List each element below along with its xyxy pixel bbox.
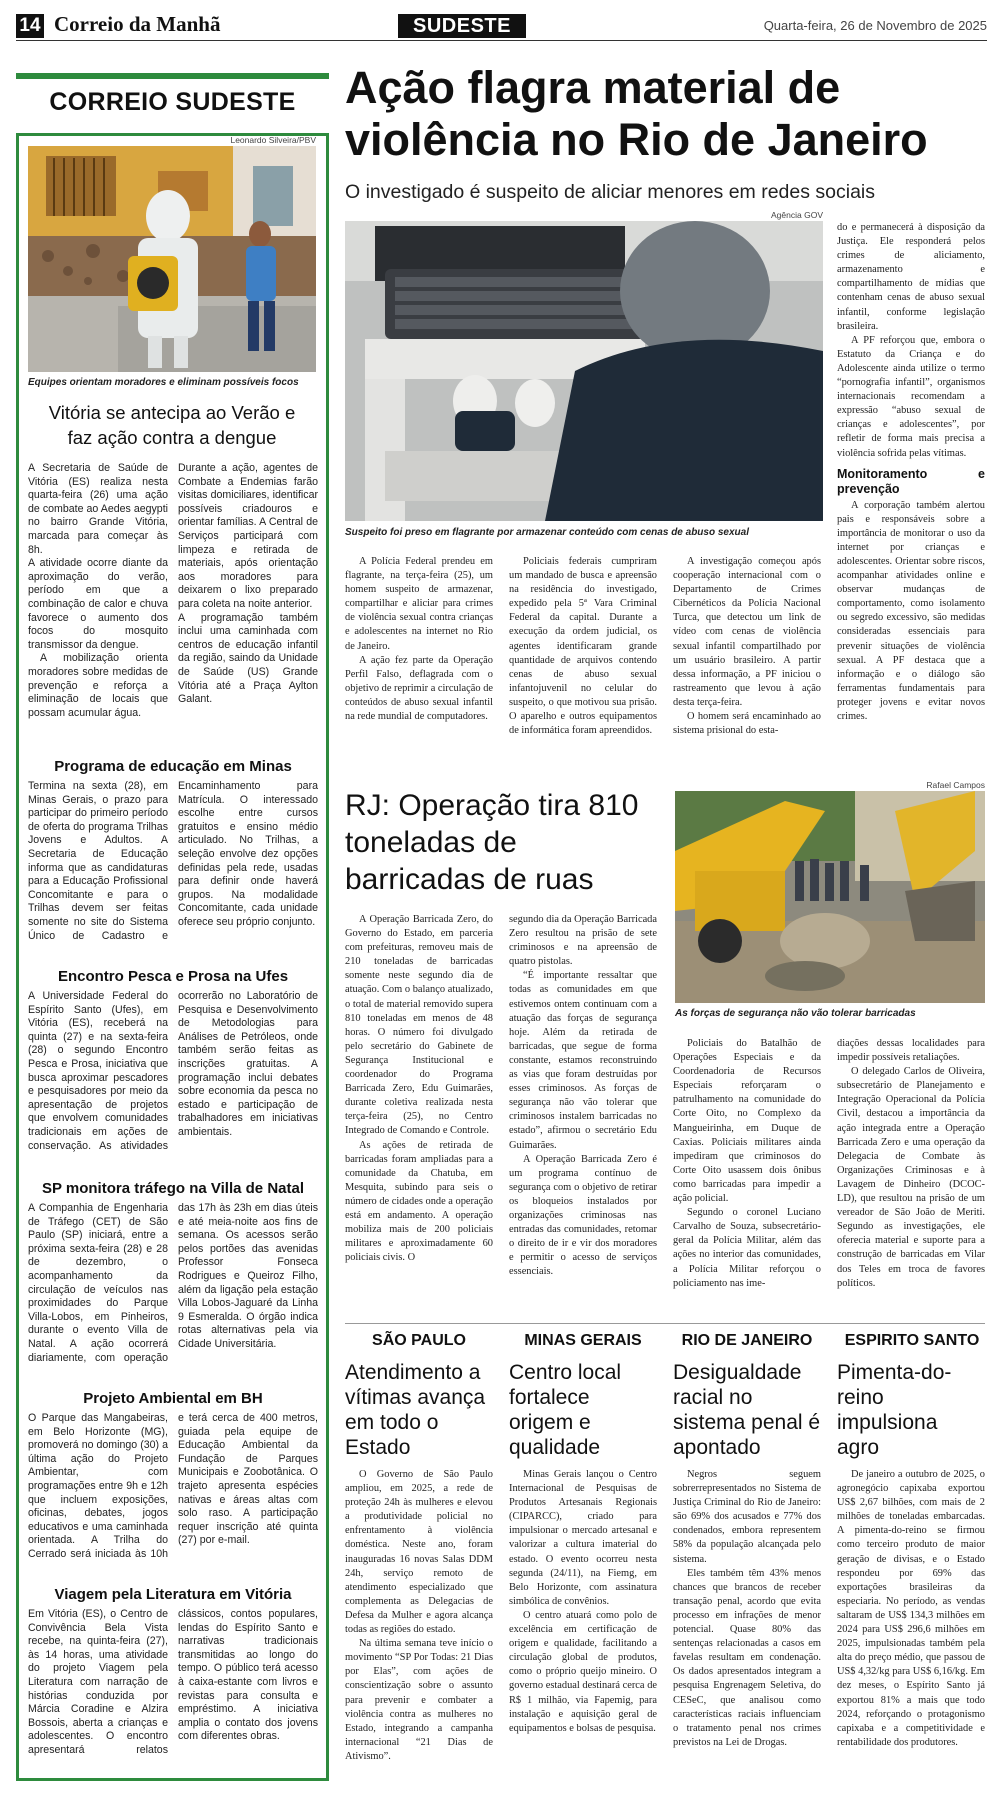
- rj-body-column: [345, 913, 493, 1313]
- lead-paragraph: A atividade ocorre diante da aproximação do verão, período em que a combinação de calor e chuva favorece o aumento dos focos do mosquito transmissor da dengue.: [28, 557, 168, 651]
- main-photo-caption: Suspeito foi preso em flagrante por armazenar conteúdo com cenas de abuso sexual: [345, 527, 749, 538]
- rj-photo-credit: Rafael Campos: [926, 780, 985, 790]
- left-photo-credit: Leonardo Silveira/PBV: [230, 135, 316, 145]
- brief-title: Projeto Ambiental em BH: [83, 1390, 263, 1407]
- main-subheadline: O investigado é suspeito de aliciar menores em redes sociais: [345, 181, 876, 203]
- publication-name: Correio da Manhã: [54, 12, 221, 36]
- brief-body: O Parque das Mangabeiras, em Belo Horizonte (MG), promoverá no domingo (30) a última ação do Projeto Ambientar, com programações entre 9h e 12h que incluem exposições, oficinas, debates, jogos educativos e uma caminhada orientada. A Trilha do Cerrado será iniciada às 10h e terá cerca de 400 metros, guiada pela equipe de Educação Ambiental da Fundação de Parques Municipais e Zoobotânica. O trajeto apresenta espécies nativas e áreas altas com solo raso. A participação requer inscrição até quinta (27) por e-mail.: [28, 1412, 318, 1560]
- brief-title: Encontro Pesca e Prosa na Ufes: [57, 968, 289, 985]
- brief-region-title: Pimenta-do-reino impulsiona agro: [837, 1361, 952, 1459]
- brief-region-title: Atendimento a vítimas avança em todo o Estado: [345, 1361, 486, 1459]
- brief-body: A Universidade Federal do Espírito Santo (Ufes), em Vitória (ES), receberá na quinta (27) e na sexta-feira (28) o segundo Encontro Pesca e Prosa, iniciativa que busca aproximar pescadores e pesquisadores por meio da apresentação de projetos que envolvem comunidades tradicionais em ações de conservação. As atividades ocorrerão no Laboratório de Pesquisa e Desenvolvimento de Metodologias para Análises de Petróleos, onde também serão feitas as inscrições gratuitas. A programação inclui debates sobre economia da pesca no estado e participação de trabalhadores em iniciativas ambientais.: [28, 990, 318, 1152]
- edition-date: Quarta-feira, 26 de Novembro de 2025: [763, 18, 987, 33]
- rj-body-column: [673, 1037, 821, 1313]
- brief-region-title: Desigualdade racial no sistema penal é apontado: [673, 1361, 821, 1459]
- header-rule: [16, 40, 987, 41]
- lead-paragraph: A Secretaria de Saúde de Vitória (ES) realiza nesta quarta-feira (26) uma ação de combate ao Aedes aegypti no bairro Grande Vitória, marcada para começar às 8h.: [28, 462, 168, 556]
- brief-region-tag: MINAS GERAIS: [524, 1332, 642, 1349]
- main-paragraph: A Polícia Federal prendeu em flagrante, na terça-feira (25), um homem suspeito de armazenar, compartilhar e aliciar para crimes de violência sexual contra crianças e adolescentes na internet no Rio de Janeiro.: [345, 556, 493, 652]
- rj-paragraph: segundo dia da Operação Barricada Zero resultou na prisão de sete criminosos e na apreensão de quatro pistolas.: [509, 914, 657, 968]
- brief-region-body: [673, 1468, 821, 1788]
- rj-paragraph: As ações de retirada de barricadas foram ampliadas para a comunidade da Chatuba, em Mesquita, subindo para seis o número de cidades onde a operação está em andamento. A operação mobiliza mais de 200 policiais militares e aproximadamente 60 policiais civis. O: [345, 1139, 493, 1264]
- main-paragraph: A PF reforçou que, embora o Estatuto da Criança e do Adolescente ainda utilize o termo “pornografia infantil”, organismos internacionais recomendam a expressão “abuso sexual de crianças e adolescentes”, por refletir de forma mais precisa a violência sofrida pelas vítimas.: [837, 334, 985, 459]
- main-paragraph: Policiais federais cumpriram um mandado de busca e apreensão na residência do investigado, expedido pela 5ª Vara Criminal Federal da capital. Durante a execução da ordem judicial, os agentes identificaram grande quantidade de arquivos contendo cenas de abuso sexual infantojuvenil no celular do suspeito, o que motivou sua prisão. O aparelho e outros equipamentos de informática foram apreendidos.: [509, 556, 657, 737]
- rj-paragraph: O delegado Carlos de Oliveira, subsecretário de Planejamento e Integração Operacional da Polícia Civil, destacou a importância da ação integrada entre a Operação Barricada Zero e uma operação da Delegacia de Combate às Organizações Criminosas e à Lavagem de Dinheiro (DCOC-LD), que resultou na prisão de um vereador de São João de Meriti. Segundo as investigações, ele oferecia material e suporte para a construção de barricadas em Vilar dos Teles em troca de favores políticos.: [837, 1066, 985, 1289]
- brief-region-body: [509, 1468, 657, 1788]
- main-paragraph: do e permanecerá à disposição da Justiça. Ele responderá pelos crimes de aliciamento, armazenamento e compartilhamento de mídias que contenham cenas de abuso sexual infantil, conforme legislação brasileira.: [837, 222, 985, 332]
- lead-paragraph: A programação também inclui uma caminhada com centros de educação infantil da região, saindo da Unidade de Saúde (US) Grande Vitória até a Praça Aylton Galant.: [178, 611, 318, 706]
- brief-paragraph: Minas Gerais lançou o Centro Internacional de Pesquisas de Produtos Artesanais Regionais (CIPARCC), criado para impulsionar o mercado artesanal e valorizar a cultura imaterial do estado. O evento ocorreu nesta segunda (24/11), na Fiemg, em Belo Horizonte, com assinatura simbólica de convênios.: [509, 1469, 657, 1607]
- rj-paragraph: diações dessas localidades para impedir possíveis retaliações.: [837, 1038, 985, 1064]
- main-paragraph: A ação fez parte da Operação Perfil Falso, deflagrada com o objetivo de reprimir a circulação de conteúdos de abuso sexual infantil na rede mundial de computadores.: [345, 654, 493, 723]
- rj-body-column: [837, 1037, 985, 1313]
- main-subhead: Monitoramento e prevenção: [837, 466, 985, 496]
- main-photo-credit: Agência GOV: [771, 210, 823, 220]
- brief-title: Viagem pela Literatura em Vitória: [54, 1586, 292, 1603]
- brief-paragraph: O centro atuará como polo de excelência em certificação de origem e qualidade, facilitando a circulação global de produtos, como o próprio queijo mineiro. O governo estadual destinará cerca de R$ 1 milhão, via Fapemig, para instalação e aquisição geral de equipamentos e bolsas de pesquisa.: [509, 1609, 657, 1734]
- section-label: SUDESTE: [398, 14, 526, 38]
- main-body-column: [509, 555, 657, 785]
- brief-region-tag: RIO DE JANEIRO: [681, 1332, 813, 1349]
- brief-body: A Companhia de Engenharia de Tráfego (CET) de São Paulo (SP) iniciará, entre a próxima sexta-feira (28) e 28 de dezembro, o acompanhamento da circulação de veículos nas proximidades do Parque Villa-Lobos, em Pinheiros, durante o evento Villa de Natal. A ação ocorrerá diariamente, com operação das 17h às 23h em dias úteis e até meia-noite aos fins de semana. Os acessos serão pelos portões das avenidas Professor Fonseca Rodrigues e Queiroz Filho, além da ligação pela estação Villa Lobos-Jaguaré da Linha 9 Esmeralda. O órgão indica rotas alternativas pela via Cidade Universitária.: [28, 1202, 318, 1364]
- dengue-photo: [28, 146, 316, 372]
- main-body-column: [345, 555, 493, 785]
- left-masthead: CORREIO SUDESTE: [49, 88, 296, 116]
- main-headline: Ação flagra material de violência no Rio de Janeiro: [345, 62, 928, 165]
- bottom-divider: [345, 1323, 985, 1324]
- brief-title: Programa de educação em Minas: [54, 758, 292, 775]
- rj-body-column: [509, 913, 657, 1313]
- brief-region-title: Centro local fortalece origem e qualidade: [509, 1361, 622, 1459]
- brief-region-tag: ESPIRITO SANTO: [844, 1332, 980, 1349]
- brief-region-tag: SÃO PAULO: [372, 1332, 466, 1349]
- main-paragraph: O homem será encaminhado ao sistema prisional do esta-: [673, 711, 821, 737]
- brief-body: Em Vitória (ES), o Centro de Convivência Bela Vista recebe, na quinta-feira (27), às 14 horas, uma atividade do projeto Viagem pela Literatura com narração de histórias conduzida por Márcia Coradine e Alzira Bossois, aberta a crianças e adolescentes. O encontro apresentará relatos clássicos, contos populares, lendas do Espírito Santo e narrativas tradicionais transmitidas ao longo do tempo. O público terá acesso à caixa-estante com livros e revistas para consulta e empréstimo. A iniciativa amplia o contato dos jovens com diferentes obras.: [28, 1608, 318, 1756]
- left-photo-caption: Equipes orientam moradores e eliminam possíveis focos: [28, 377, 299, 388]
- rj-paragraph: A Operação Barricada Zero, do Governo do Estado, em parceria com prefeituras, removeu mais de 210 toneladas de barricadas somente neste segundo dia de atuação. Com o balanço atualizado, o total de material removido supera 810 toneladas em menos de 48 horas. O número foi divulgado pelo secretário do Gabinete de Segurança Institucional e coordenador do Programa Barricada Zero, Edu Guimarães, durante coletiva realizada nesta terça-feira (25), no Centro Integrado de Comando e Controle.: [345, 914, 493, 1137]
- brief-body: Termina na sexta (28), em Minas Gerais, o prazo para participar do primeiro período de oferta do programa Trilhas Jovens e Adultos. A Secretaria de Educação informa que as candidaturas para a Educação Profissional Concomitante e para o Trilhas devem ser feitas somente no site do Sistema Único de Cadastro e Encaminhamento para Matrícula. O interessado escolhe entre cursos gratuitos e ensino médio articulado. No Trilhas, a seleção envolve dez opções definidas pela rede, usadas para definir onde haverá grupos. Na modalidade Concomitante, cada unidade oferece seu próprio conjunto.: [28, 780, 318, 942]
- brief-paragraph: Eles também têm 43% menos chances que brancos de receber transação penal, acordo que evita processo em infrações de menor potencial. Quase 80% das sentenças relacionadas a casos em favelas resultam em condenação. Os dados apresentados integram a pesquisa Engrenagem Seletiva, do CESeC, que analisou como características raciais influenciam o tratamento penal nos crimes previstos na Lei de Drogas.: [673, 1567, 821, 1748]
- rj-photo: [675, 791, 985, 1003]
- rj-headline: RJ: Operação tira 810 toneladas de barricadas de ruas: [345, 789, 639, 896]
- left-top-bar: [16, 73, 329, 79]
- brief-paragraph: Negros seguem sobrerrepresentados no Sistema de Justiça Criminal do Rio de Janeiro: são 69% dos acusados e 77% dos condenados, embora representem 58% da população alcançada pelo sistema.: [673, 1469, 821, 1565]
- brief-paragraph: O Governo de São Paulo ampliou, em 2025, a rede de proteção 24h às mulheres e elevou a produtividade policial no enfrentamento à violência doméstica. Neste ano, foram inauguradas 16 novas Salas DDM 24h, serviço remoto de atendimento especializado que complementa as Delegacias de Defesa da Mulher e agora alcança todas as regiões do estado.: [345, 1469, 493, 1636]
- brief-region-body: [837, 1468, 985, 1788]
- brief-paragraph: Na última semana teve início o movimento “SP Por Todas: 21 Dias por Elas”, com ações de conscientização sobre o assunto para prevenir e combater a violência contra as mulheres no Estado, integrando a campanha internacional “21 Dias de Ativismo”.: [345, 1638, 493, 1762]
- brief-region-body: [345, 1468, 493, 1788]
- main-body-column: [673, 555, 821, 785]
- rj-paragraph: A Operação Barricada Zero é um programa contínuo de segurança com o objetivo de retirar os bloqueios instalados por organizações criminosas nas entradas das comunidades, retomar o direito de ir e vir dos moradores e permitir o acesso de serviços essenciais.: [509, 1153, 657, 1278]
- page-number: 14: [16, 14, 44, 38]
- main-paragraph: A corporação também alertou pais e responsáveis sobre a importância de monitorar o uso da internet por crianças e adolescentes. Orientar sobre riscos, acompanhar atividades online e observar mudanças de comportamento, como isolamento ou segredo excessivo, são medidas consideradas essenciais para prevenir situações de violência sexual. A PF destaca que a informação e o diálogo são ferramentas fundamentais para proteger jovens e evitar novos crimes.: [837, 499, 985, 722]
- lead-paragraph: Durante a ação, agentes de Combate a Endemias farão visitas domiciliares, identificar possíveis criadouros e orientar famílias. A Central de Serviços participará com limpeza e retirada de materiais, após orientação aos moradores para deixarem o lixo preparado para coleta na noite anterior.: [178, 462, 318, 610]
- rj-paragraph: Segundo o coronel Luciano Carvalho de Souza, subsecretário-geral da Polícia Militar, além das ações no interior das comunidades, a Polícia Militar reforçou o policiamento nas ime-: [673, 1207, 821, 1289]
- rj-paragraph: Policiais do Batalhão de Operações Especiais e da Coordenadoria de Recursos Especiais reforçaram o patrulhamento na comunidade do Corte Oito, no Complexo da Mangueirinha, em Duque de Caxias. Policiais militares ainda impediram que criminosos do Corte Oito usassem dois ônibus como barricadas para impedir a ação policial.: [673, 1038, 821, 1205]
- rj-paragraph: “É importante ressaltar que todas as comunidades em que estivemos ontem continuam com a atuação das forças de segurança hoje. Além da retirada de barricadas, que segue de forma constante, estamos reconstruindo as vias que foram destruídas por esses criminosos. As forças de segurança não vão tolerar que criminosos instalem barricadas no estado”, afirmou o secretário Edu Guimarães.: [509, 970, 657, 1151]
- brief-title: SP monitora tráfego na Villa de Natal: [41, 1180, 305, 1197]
- lead-paragraph: A mobilização orienta moradores sobre medidas de prevenção e reforça a eliminação de locais que possam acumular água.: [28, 652, 168, 719]
- main-right-column: [837, 221, 985, 781]
- lead-article-body: [28, 462, 318, 744]
- main-photo: [345, 221, 823, 521]
- lead-title: Vitória se antecipa ao Verão e faz ação contra a dengue: [48, 402, 296, 448]
- rj-photo-caption: As forças de segurança não vão tolerar barricadas: [675, 1008, 916, 1019]
- main-paragraph: A investigação começou após cooperação internacional com o Departamento de Crimes Cibernéticos da Polícia Nacional Turca, que detectou um link de vídeo com cenas de violência sexual infantil compartilhado por um usuário brasileiro. A partir dessa informação, a PF iniciou o rastreamento que levou à ação desta terça-feira.: [673, 556, 821, 708]
- brief-paragraph: De janeiro a outubro de 2025, o agronegócio capixaba exportou US$ 2,67 bilhões, com mais de 2 milhões de toneladas embarcadas. A pimenta-do-reino se firmou como terceiro produto de maior geração de divisas, e o Estado respondeu por 69% das exportações brasileiras da especiaria. No período, as vendas saltaram de US$ 134,3 milhões em 2024 para US$ 296,6 milhões em 2025, impulsionadas também pela alta do preço médio, que passou de US$ 4,32/kg para US$ 6,16/kg. Em dez meses, o Espírito Santo já exportou 81% a mais que todo 2024, reforçando o protagonismo capixaba e a competitividade e rentabilidade dos produtores.: [837, 1469, 985, 1748]
